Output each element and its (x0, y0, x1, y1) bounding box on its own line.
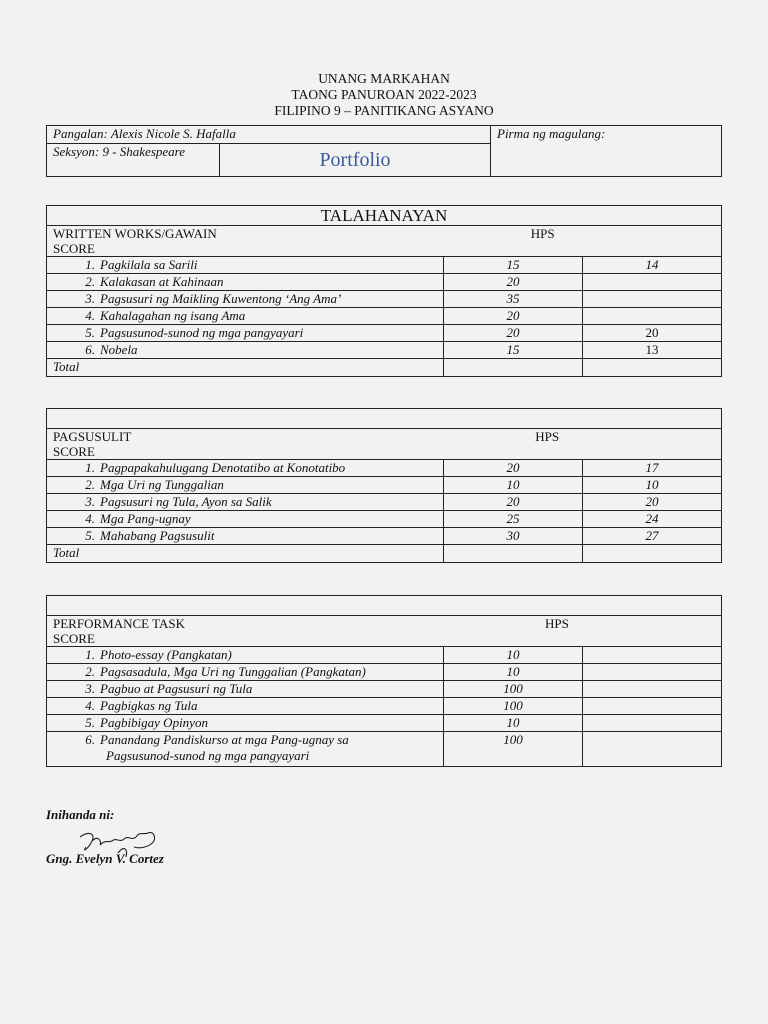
item-name: Pagbuo at Pagsusuri ng Tula (100, 681, 253, 696)
item-number: 6. (85, 732, 95, 747)
item-number: 1. (85, 257, 95, 272)
item-score (583, 308, 722, 325)
table-row (47, 308, 722, 325)
item-name: Mga Uri ng Tunggalian (100, 477, 224, 492)
item-name: Pagsusuri ng Maikling Kuwentong ‘Ang Ama’ (100, 291, 342, 306)
item-score (583, 715, 722, 732)
document-header (0, 71, 768, 119)
item-hps: 35 (444, 291, 583, 308)
item-number: 4. (85, 308, 95, 323)
blank-row (47, 409, 722, 429)
score-label: SCORE (53, 241, 95, 256)
student-section: Seksyon: 9 - Shakespeare (47, 144, 220, 177)
table-row (47, 528, 722, 545)
item-name: Pagbibigay Opinyon (100, 715, 208, 730)
portfolio-label: Portfolio (319, 148, 391, 171)
signer-name: Gng. Evelyn V. Cortez (46, 851, 164, 866)
item-score (583, 681, 722, 698)
table-row (47, 715, 722, 732)
table-row (47, 681, 722, 698)
table-row (47, 325, 722, 342)
tests-table (46, 408, 722, 563)
prepared-by-label: Inihanda ni: (46, 807, 115, 822)
item-hps: 20 (444, 274, 583, 291)
item-name: Nobela (100, 342, 138, 357)
item-number: 1. (85, 647, 95, 662)
item-number: 5. (85, 715, 95, 730)
table-row (47, 647, 722, 664)
item-name: Pagsasadula, Mga Uri ng Tunggalian (Pangkatan) (100, 664, 366, 679)
blank-row (47, 596, 722, 616)
item-score (583, 698, 722, 715)
item-score: 10 (583, 477, 722, 494)
item-name: Mahabang Pagsusulit (100, 528, 215, 543)
item-number: 4. (85, 698, 95, 713)
item-number: 5. (85, 325, 95, 340)
table-row (47, 664, 722, 681)
item-hps: 10 (444, 715, 583, 732)
item-score (583, 647, 722, 664)
item-name: Photo-essay (Pangkatan) (100, 647, 232, 662)
subject-title: FILIPINO 9 – PANITIKANG ASYANO (274, 103, 494, 118)
item-score (583, 274, 722, 291)
portfolio-cell (220, 144, 491, 177)
table-row (47, 291, 722, 308)
section-label: WRITTEN WORKS/GAWAIN (53, 226, 217, 241)
item-score (583, 732, 722, 767)
total-row (47, 359, 722, 377)
item-name: Mga Pang-ugnay (100, 511, 191, 526)
hps-label: HPS (530, 226, 555, 241)
table-row (47, 460, 722, 477)
item-number: 2. (85, 274, 95, 289)
written-works-table (46, 205, 722, 377)
performance-header (47, 616, 722, 647)
item-name-continued: Pagsusunod-sunod ng mga pangyayari (106, 748, 310, 763)
item-score (583, 664, 722, 681)
item-number: 4. (85, 511, 95, 526)
table-row (47, 732, 722, 767)
item-score: 20 (583, 494, 722, 511)
hps-label: HPS (535, 429, 560, 444)
item-name: Kalakasan at Kahinaan (100, 274, 224, 289)
written-header (47, 226, 722, 257)
total-label: Total (47, 359, 444, 377)
item-hps: 20 (444, 325, 583, 342)
item-hps: 25 (444, 511, 583, 528)
item-hps: 10 (444, 477, 583, 494)
item-number: 1. (85, 460, 95, 475)
table-row (47, 274, 722, 291)
table-title: TALAHANAYAN (47, 206, 722, 226)
item-hps: 15 (444, 342, 583, 359)
section-label: PAGSUSULIT (53, 429, 132, 444)
item-score: 20 (583, 325, 722, 342)
quarter-title: UNANG MARKAHAN (318, 71, 450, 86)
item-hps: 10 (444, 647, 583, 664)
student-info-table (46, 125, 722, 177)
hps-label: HPS (545, 616, 569, 631)
table-row (47, 494, 722, 511)
table-row (47, 698, 722, 715)
table-row (47, 477, 722, 494)
item-number: 3. (85, 681, 95, 696)
item-name: Pagkilala sa Sarili (100, 257, 198, 272)
item-name: Kahalagahan ng isang Ama (100, 308, 246, 323)
total-label: Total (47, 545, 444, 563)
item-hps: 100 (444, 698, 583, 715)
item-score: 13 (583, 342, 722, 359)
item-score: 17 (583, 460, 722, 477)
item-number: 3. (85, 494, 95, 509)
item-hps: 20 (444, 460, 583, 477)
item-name: Pagpapakahulugang Denotatibo at Konotatibo (100, 460, 346, 475)
student-name: Pangalan: Alexis Nicole S. Hafalla (47, 126, 491, 144)
school-year: TAONG PANUROAN 2022-2023 (291, 87, 477, 102)
section-label: PERFORMANCE TASK (53, 616, 185, 631)
item-name: Pagsusuri ng Tula, Ayon sa Salik (100, 494, 272, 509)
item-number: 3. (85, 291, 95, 306)
parent-signature-field: Pirma ng magulang: (491, 126, 722, 177)
item-score: 27 (583, 528, 722, 545)
performance-table (46, 595, 722, 767)
item-number: 2. (85, 477, 95, 492)
table-row (47, 511, 722, 528)
score-label: SCORE (53, 444, 95, 459)
item-hps: 20 (444, 308, 583, 325)
item-score (583, 291, 722, 308)
item-score: 24 (583, 511, 722, 528)
item-hps: 15 (444, 257, 583, 274)
item-hps: 100 (444, 732, 583, 767)
table-row (47, 342, 722, 359)
item-hps: 30 (444, 528, 583, 545)
item-score: 14 (583, 257, 722, 274)
table-row (47, 257, 722, 274)
tests-header (47, 429, 722, 460)
total-row (47, 545, 722, 563)
item-number: 6. (85, 342, 95, 357)
item-hps: 10 (444, 664, 583, 681)
item-name: Pagsusunod-sunod ng mga pangyayari (100, 325, 304, 340)
score-label: SCORE (53, 631, 95, 646)
item-name: Panandang Pandiskurso at mga Pang-ugnay sa (100, 732, 349, 747)
item-hps: 100 (444, 681, 583, 698)
item-name: Pagbigkas ng Tula (100, 698, 198, 713)
item-number: 2. (85, 664, 95, 679)
item-number: 5. (85, 528, 95, 543)
item-hps: 20 (444, 494, 583, 511)
